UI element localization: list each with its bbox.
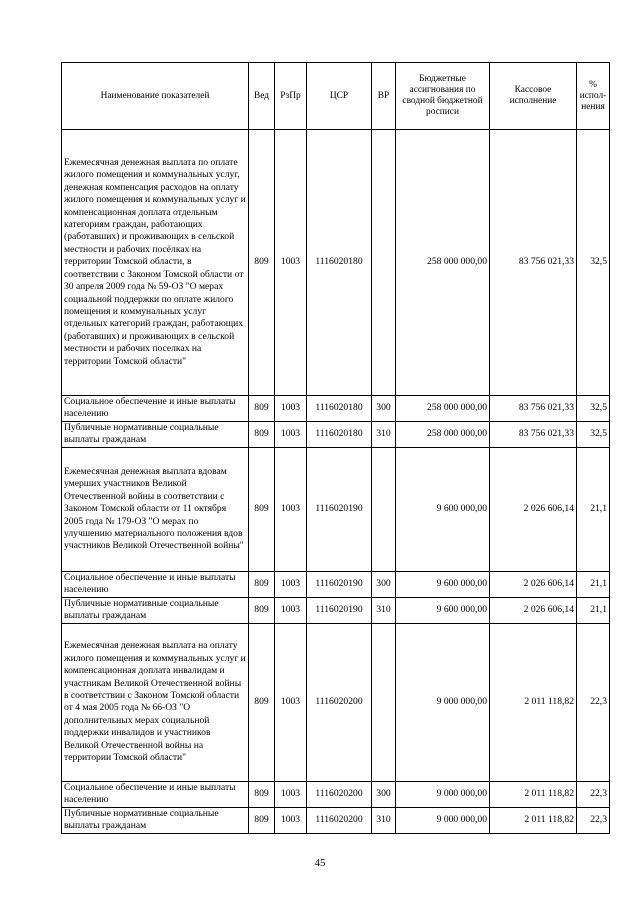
row-name: Ежемесячная денежная выплата на оплату жилого помещения и коммунальных услуг и компенсационная доплата инвалидам и участникам Великой Отечественной войны в соответствии с Законом Томской области от 4 мая 2005 года № 66-ОЗ "О дополнительных мерах социальной поддержки инвалидов и участников Великой Отечественной войны на территории Томской области" <box>62 623 249 781</box>
row-budget: 9 000 000,00 <box>396 623 490 781</box>
row-csr: 1116020190 <box>307 597 372 623</box>
row-pct: 21,1 <box>577 597 610 623</box>
row-name: Социальное обеспечение и иные выплаты населению <box>62 781 249 807</box>
row-csr: 1116020190 <box>307 571 372 597</box>
row-vr: 300 <box>372 396 396 422</box>
table-row <box>62 597 610 623</box>
row-ved: 809 <box>249 447 275 571</box>
row-kassa: 83 756 021,33 <box>490 396 577 422</box>
table-row <box>62 421 610 447</box>
row-ved: 809 <box>249 421 275 447</box>
row-kassa: 83 756 021,33 <box>490 421 577 447</box>
row-rzpr: 1003 <box>275 396 307 422</box>
row-csr: 1116020200 <box>307 807 372 833</box>
table-row <box>62 396 610 422</box>
row-ved: 809 <box>249 781 275 807</box>
row-kassa: 2 026 606,14 <box>490 447 577 571</box>
row-budget: 258 000 000,00 <box>396 421 490 447</box>
budget-execution-table <box>61 62 610 834</box>
row-vr <box>372 447 396 571</box>
row-vr: 300 <box>372 571 396 597</box>
table-row <box>62 807 610 833</box>
header-ved: Вед <box>249 63 275 130</box>
table-row <box>62 447 610 571</box>
row-rzpr: 1003 <box>275 130 307 396</box>
row-kassa: 83 756 021,33 <box>490 130 577 396</box>
row-kassa: 2 026 606,14 <box>490 597 577 623</box>
header-csr: ЦСР <box>307 63 372 130</box>
row-pct: 22,3 <box>577 781 610 807</box>
row-rzpr: 1003 <box>275 597 307 623</box>
row-ved: 809 <box>249 597 275 623</box>
row-kassa: 2 011 118,82 <box>490 807 577 833</box>
row-ved: 809 <box>249 571 275 597</box>
row-kassa: 2 011 118,82 <box>490 623 577 781</box>
row-csr: 1116020180 <box>307 396 372 422</box>
row-vr: 310 <box>372 421 396 447</box>
row-pct: 32,5 <box>577 396 610 422</box>
row-budget: 9 000 000,00 <box>396 807 490 833</box>
row-csr: 1116020180 <box>307 421 372 447</box>
table-header-row <box>62 63 610 130</box>
row-ved: 809 <box>249 623 275 781</box>
row-budget: 9 000 000,00 <box>396 781 490 807</box>
header-rzpr: РзПр <box>275 63 307 130</box>
row-name: Публичные нормативные социальные выплаты гражданам <box>62 597 249 623</box>
row-pct: 32,5 <box>577 130 610 396</box>
row-rzpr: 1003 <box>275 421 307 447</box>
header-budget: Бюджетные ассигнования по сводной бюджетной росписи <box>396 63 490 130</box>
row-rzpr: 1003 <box>275 807 307 833</box>
row-csr: 1116020200 <box>307 623 372 781</box>
row-rzpr: 1003 <box>275 571 307 597</box>
row-budget: 9 600 000,00 <box>396 571 490 597</box>
row-csr: 1116020200 <box>307 781 372 807</box>
row-pct: 21,1 <box>577 447 610 571</box>
row-vr: 300 <box>372 781 396 807</box>
table-row <box>62 571 610 597</box>
page-number: 45 <box>314 857 326 869</box>
row-rzpr: 1003 <box>275 781 307 807</box>
row-ved: 809 <box>249 807 275 833</box>
row-name: Ежемесячная денежная выплата вдовам умерших участников Великой Отечественной войны в соответствии с Законом Томской области от 11 октября 2005 года № 179-ОЗ "О мерах по улучшению материального положения вдов участников Великой Отечественной войны" <box>62 447 249 571</box>
row-ved: 809 <box>249 396 275 422</box>
row-rzpr: 1003 <box>275 447 307 571</box>
row-name: Социальное обеспечение и иные выплаты населению <box>62 571 249 597</box>
row-budget: 9 600 000,00 <box>396 597 490 623</box>
row-csr: 1116020180 <box>307 130 372 396</box>
row-name: Публичные нормативные социальные выплаты гражданам <box>62 421 249 447</box>
row-name: Публичные нормативные социальные выплаты гражданам <box>62 807 249 833</box>
table-row <box>62 781 610 807</box>
row-budget: 258 000 000,00 <box>396 130 490 396</box>
row-pct: 32,5 <box>577 421 610 447</box>
row-vr <box>372 130 396 396</box>
row-kassa: 2 026 606,14 <box>490 571 577 597</box>
row-kassa: 2 011 118,82 <box>490 781 577 807</box>
row-vr <box>372 623 396 781</box>
table-row <box>62 623 610 781</box>
row-budget: 9 600 000,00 <box>396 447 490 571</box>
row-ved: 809 <box>249 130 275 396</box>
row-vr: 310 <box>372 807 396 833</box>
row-csr: 1116020190 <box>307 447 372 571</box>
header-kassa: Кассовое исполнение <box>490 63 577 130</box>
row-pct: 22,3 <box>577 623 610 781</box>
row-vr: 310 <box>372 597 396 623</box>
row-budget: 258 000 000,00 <box>396 396 490 422</box>
row-name: Ежемесячная денежная выплата по оплате жилого помещения и коммунальных услуг, денежная компенсация расходов на оплату жилого помещения и коммунальных услуг и компенсационная доплата отдельным категориям граждан, работающих (работавших) и проживающих в сельской местности и рабочих посёлках на территории Томской области, в соответствии с Законом Томской области от 30 апреля 2009 года № 59-ОЗ "О мерах социальной поддержки по оплате жилого помещения и коммунальных услуг отдельных категорий граждан, работающих (работавших) и проживающих в сельской местности и рабочих поселках на территории Томской области" <box>62 130 249 396</box>
row-name: Социальное обеспечение и иные выплаты населению <box>62 396 249 422</box>
row-pct: 21,1 <box>577 571 610 597</box>
row-pct: 22,3 <box>577 807 610 833</box>
row-rzpr: 1003 <box>275 623 307 781</box>
header-pct: % испол- нения <box>577 63 610 130</box>
header-vr: ВР <box>372 63 396 130</box>
table-row <box>62 130 610 396</box>
header-name: Наименование показателей <box>62 63 249 130</box>
